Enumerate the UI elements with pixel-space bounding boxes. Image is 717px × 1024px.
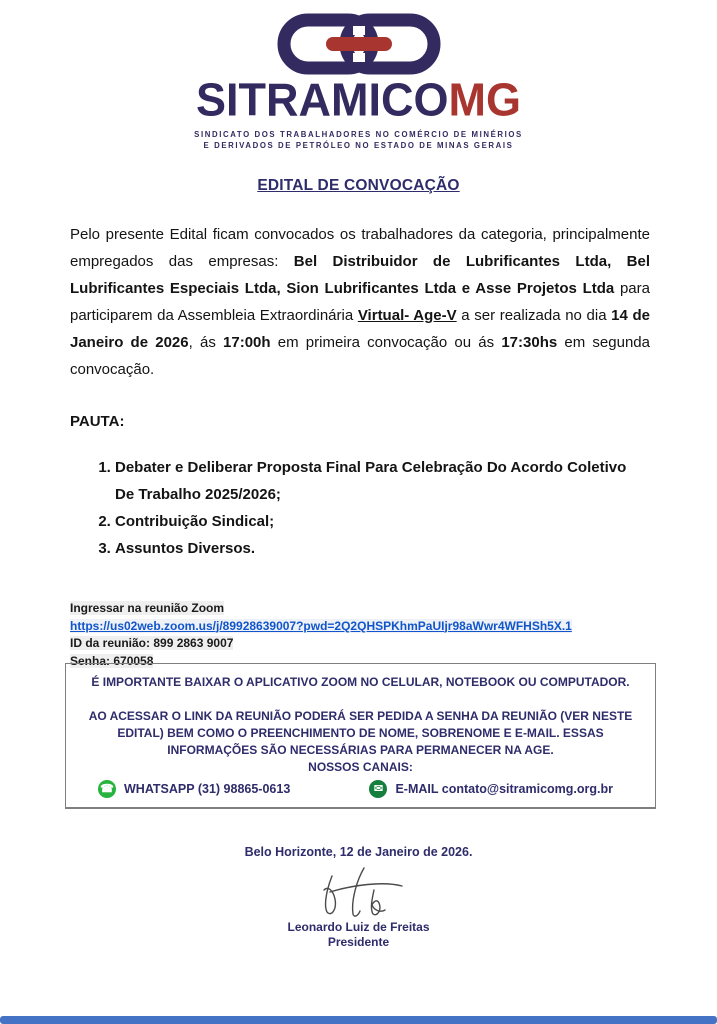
whatsapp-number: WHATSAPP (31) 98865-0613 — [124, 781, 291, 796]
first-call-time: 17:00h — [223, 334, 271, 351]
intro-part5: em primeira convocação ou ás — [270, 334, 502, 351]
zoom-meeting-link[interactable]: https://us02web.zoom.us/j/89928639007?pwd=2Q2QHSPKhmPaUIjr98aWwr4WFHSh5X.1 — [70, 618, 572, 633]
brand-primary: SITRAMICO — [196, 72, 449, 127]
agenda-item-2: 2. Contribuição Sindical; — [115, 508, 627, 535]
zoom-meeting-id: ID da reunião: 899 2863 9007 — [70, 636, 234, 650]
meeting-type: Virtual- Age-V — [357, 307, 457, 324]
chain-links-icon — [277, 13, 441, 75]
companies-list: Bel Distribuidor de Lubrificantes Ltda, Bel Lubrificantes Especiais Ltda, Sion Lubrificantes Ltda e Asse Projetos Ltda — [70, 253, 650, 297]
logo-tagline — [0, 129, 717, 151]
brand-wordmark — [0, 72, 717, 127]
agenda-heading: PAUTA: — [70, 413, 125, 430]
intro-part3: a ser realizada no dia — [456, 307, 612, 324]
intro-part2: para participarem da Assembleia Extraordinária — [70, 280, 650, 324]
whatsapp-icon: ☎ — [98, 780, 116, 798]
page-title: EDITAL DE CONVOCAÇÃO — [257, 177, 460, 194]
footer-bar — [0, 1016, 717, 1024]
agenda-item-1: 1. Debater e Deliberar Proposta Final Para Celebração Do Acordo Coletivo De Trabalho 2025/2026; — [115, 454, 627, 508]
signer-role: Presidente — [327, 935, 390, 949]
tagline-line2: E DERIVADOS DE PETRÓLEO NO ESTADO DE MINAS GERAIS — [203, 141, 514, 150]
signature-image — [288, 866, 428, 922]
zoom-meeting-info — [70, 600, 717, 670]
brand-accent: MG — [448, 72, 521, 127]
notice-line1: É IMPORTANTE BAIXAR O APLICATIVO ZOOM NO CELULAR, NOTEBOOK OU COMPUTADOR. — [91, 675, 630, 689]
notice-line2: AO ACESSAR O LINK DA REUNIÃO PODERÁ SER PEDIDA A SENHA DA REUNIÃO (VER NESTE EDITAL) BEM COMO O PREENCHIMENTO DE NOME, SOBRENOME E E-MAIL. ESSAS INFORMAÇÕES SÃO NECESSÁRIAS PARA PERMANECER NA AGE. — [88, 709, 633, 757]
place-and-date: Belo Horizonte, 12 de Janeiro de 2026. — [244, 845, 473, 859]
second-call-time: 17:30hs — [501, 334, 558, 351]
assembly-date: 14 de Janeiro de 2026 — [70, 307, 650, 351]
signer-block — [0, 920, 717, 950]
agenda-list — [115, 454, 627, 562]
intro-part4: , ás — [188, 334, 224, 351]
email-channel — [369, 780, 613, 798]
notice-box — [65, 663, 656, 809]
notice-spacer — [80, 691, 641, 708]
zoom-meeting-password: Senha: 670058 — [70, 653, 154, 668]
email-address: E-MAIL contato@sitramicomg.org.br — [395, 781, 613, 796]
channels-heading: NOSSOS CANAIS: — [308, 760, 413, 774]
zoom-join-label: Ingressar na reunião Zoom — [70, 601, 225, 615]
intro-part6: em segunda convocação. — [70, 334, 650, 378]
intro-part1: Pelo presente Edital ficam convocados os trabalhadores da categoria, principalmente empregados das empresas: — [70, 226, 650, 270]
signer-name: Leonardo Luiz de Freitas — [287, 920, 430, 934]
tagline-line1: SINDICATO DOS TRABALHADORES NO COMÉRCIO DE MINÉRIOS — [194, 130, 523, 139]
email-icon: ✉ — [369, 780, 387, 798]
intro-paragraph — [70, 221, 650, 383]
logo — [0, 0, 717, 151]
agenda-item-3: 3. Assuntos Diversos. — [115, 535, 627, 562]
whatsapp-channel — [98, 780, 290, 798]
channels-row — [80, 776, 641, 798]
